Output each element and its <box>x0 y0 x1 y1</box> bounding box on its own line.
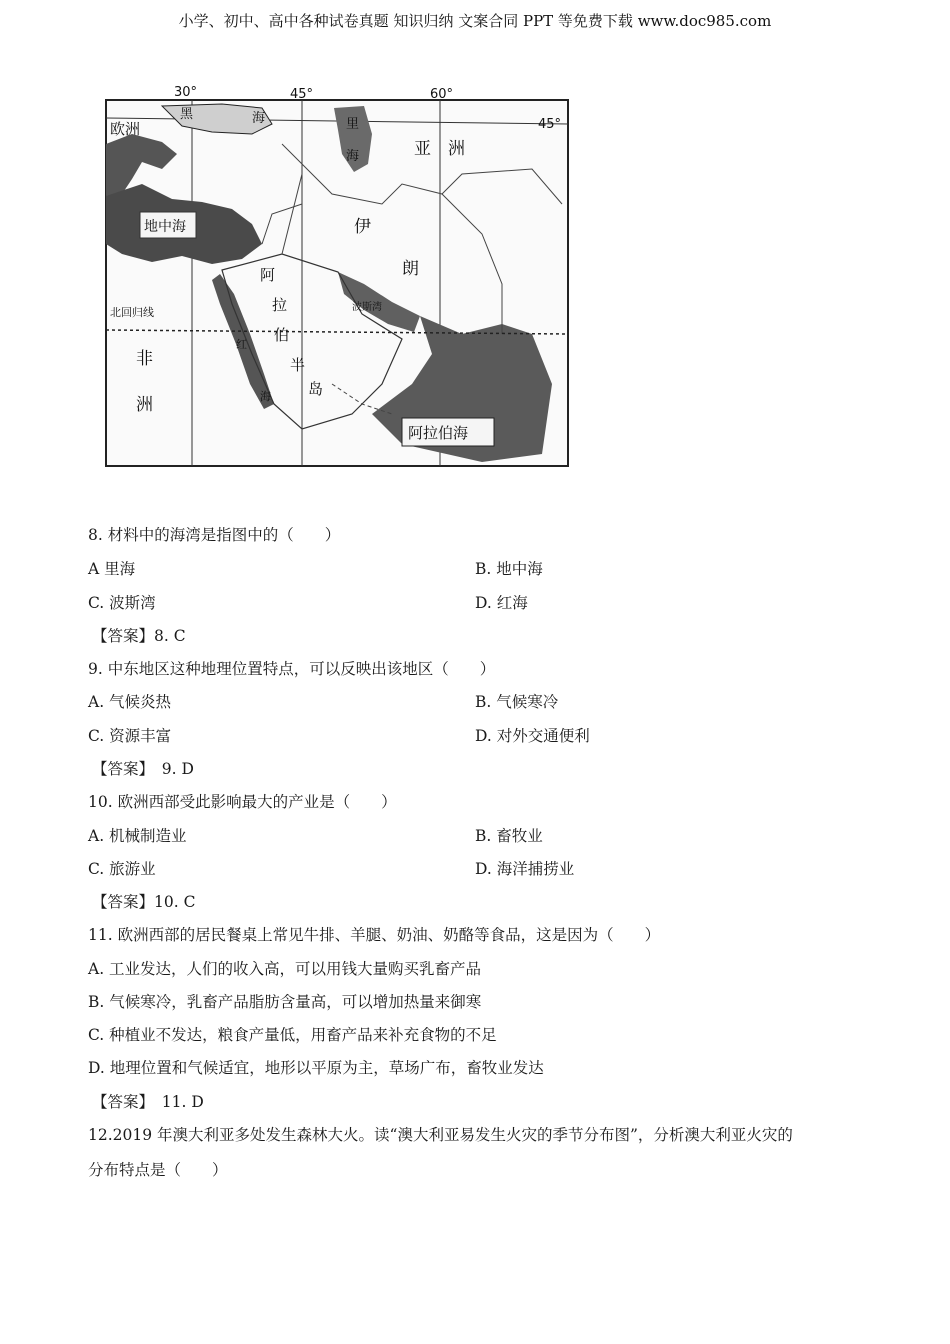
question-10-option-d: D. 海洋捕捞业 <box>475 860 575 878</box>
question-9-stem: 9. 中东地区这种地理位置特点，可以反映出该地区（ ） <box>88 660 496 678</box>
label-africa-1: 非 <box>136 349 153 369</box>
label-europe: 欧洲 <box>110 120 141 138</box>
label-asia: 亚 洲 <box>414 139 465 159</box>
question-11-option-d: D. 地理位置和气候适宜，地形以平原为主，草场广布，畜牧业发达 <box>88 1059 544 1077</box>
question-9-option-d: D. 对外交通便利 <box>475 727 590 745</box>
label-arabia-1: 阿 <box>260 266 276 284</box>
question-8-answer: 【答案】8. C <box>92 627 186 645</box>
question-9-option-a: A. 气候炎热 <box>88 693 172 711</box>
label-africa-2: 洲 <box>136 395 153 415</box>
label-arabia-4: 半 <box>290 356 306 374</box>
label-arabia-5: 岛 <box>308 380 324 398</box>
question-10-stem: 10. 欧洲西部受此影响最大的产业是（ ） <box>88 793 397 811</box>
question-11-option-b: B. 气候寒冷，乳畜产品脂肪含量高，可以增加热量来御寒 <box>88 993 482 1011</box>
lon-label-30: 30° <box>174 85 198 100</box>
question-8-option-b: B. 地中海 <box>475 560 543 578</box>
label-black-sea-2: 海 <box>252 111 266 126</box>
question-11-stem: 11. 欧洲西部的居民餐桌上常见牛排、羊腿、奶油、奶酪等食品，这是因为（ ） <box>88 926 661 944</box>
question-12-stem-line2: 分布特点是（ ） <box>88 1161 228 1179</box>
label-mediterranean: 地中海 <box>144 219 186 235</box>
question-10-answer: 【答案】10. C <box>92 893 196 911</box>
label-caspian-2: 海 <box>346 149 360 164</box>
label-arabian-sea: 阿拉伯海 <box>408 424 469 442</box>
label-arabia-3: 伯 <box>274 326 290 344</box>
question-8-option-c: C. 波斯湾 <box>88 594 156 612</box>
label-iran-1: 伊 <box>354 217 371 237</box>
question-11-answer: 【答案】 11. D <box>92 1093 204 1111</box>
lon-label-45: 45° <box>290 87 314 102</box>
question-9-option-b: B. 气候寒冷 <box>475 693 559 711</box>
question-8-stem: 8. 材料中的海湾是指图中的（ ） <box>88 526 341 544</box>
question-12-stem-line1: 12.2019 年澳大利亚多处发生森林大火。读“澳大利亚易发生火灾的季节分布图”，分析澳大利亚火灾的 <box>88 1126 793 1144</box>
lat-label-45: 45° <box>538 117 562 132</box>
question-10-option-a: A. 机械制造业 <box>88 827 187 845</box>
question-9-option-c: C. 资源丰富 <box>88 727 172 745</box>
question-9-answer: 【答案】 9. D <box>92 760 194 778</box>
question-10-option-c: C. 旅游业 <box>88 860 156 878</box>
question-8-option-d: D. 红海 <box>475 594 528 612</box>
label-red-sea-1: 红 <box>236 338 247 351</box>
question-10-option-b: B. 畜牧业 <box>475 827 543 845</box>
page-header: 小学、初中、高中各种试卷真题 知识归纳 文案合同 PPT 等免费下载 www.doc985.com <box>178 12 772 30</box>
label-persian-gulf: 波斯湾 <box>352 302 382 313</box>
label-tropic: 北回归线 <box>110 306 154 319</box>
label-arabia-2: 拉 <box>272 296 288 314</box>
label-caspian-1: 里 <box>346 117 360 132</box>
middle-east-map <box>102 84 572 470</box>
lon-label-60: 60° <box>430 87 454 102</box>
question-11-option-a: A. 工业发达，人们的收入高，可以用钱大量购买乳畜产品 <box>88 960 482 978</box>
label-red-sea-2: 海 <box>260 390 271 403</box>
question-11-option-c: C. 种植业不发达，粮食产量低，用畜产品来补充食物的不足 <box>88 1026 497 1044</box>
question-8-option-a: A 里海 <box>88 560 136 578</box>
label-iran-2: 朗 <box>402 259 419 279</box>
label-black-sea-1: 黑 <box>180 107 194 122</box>
